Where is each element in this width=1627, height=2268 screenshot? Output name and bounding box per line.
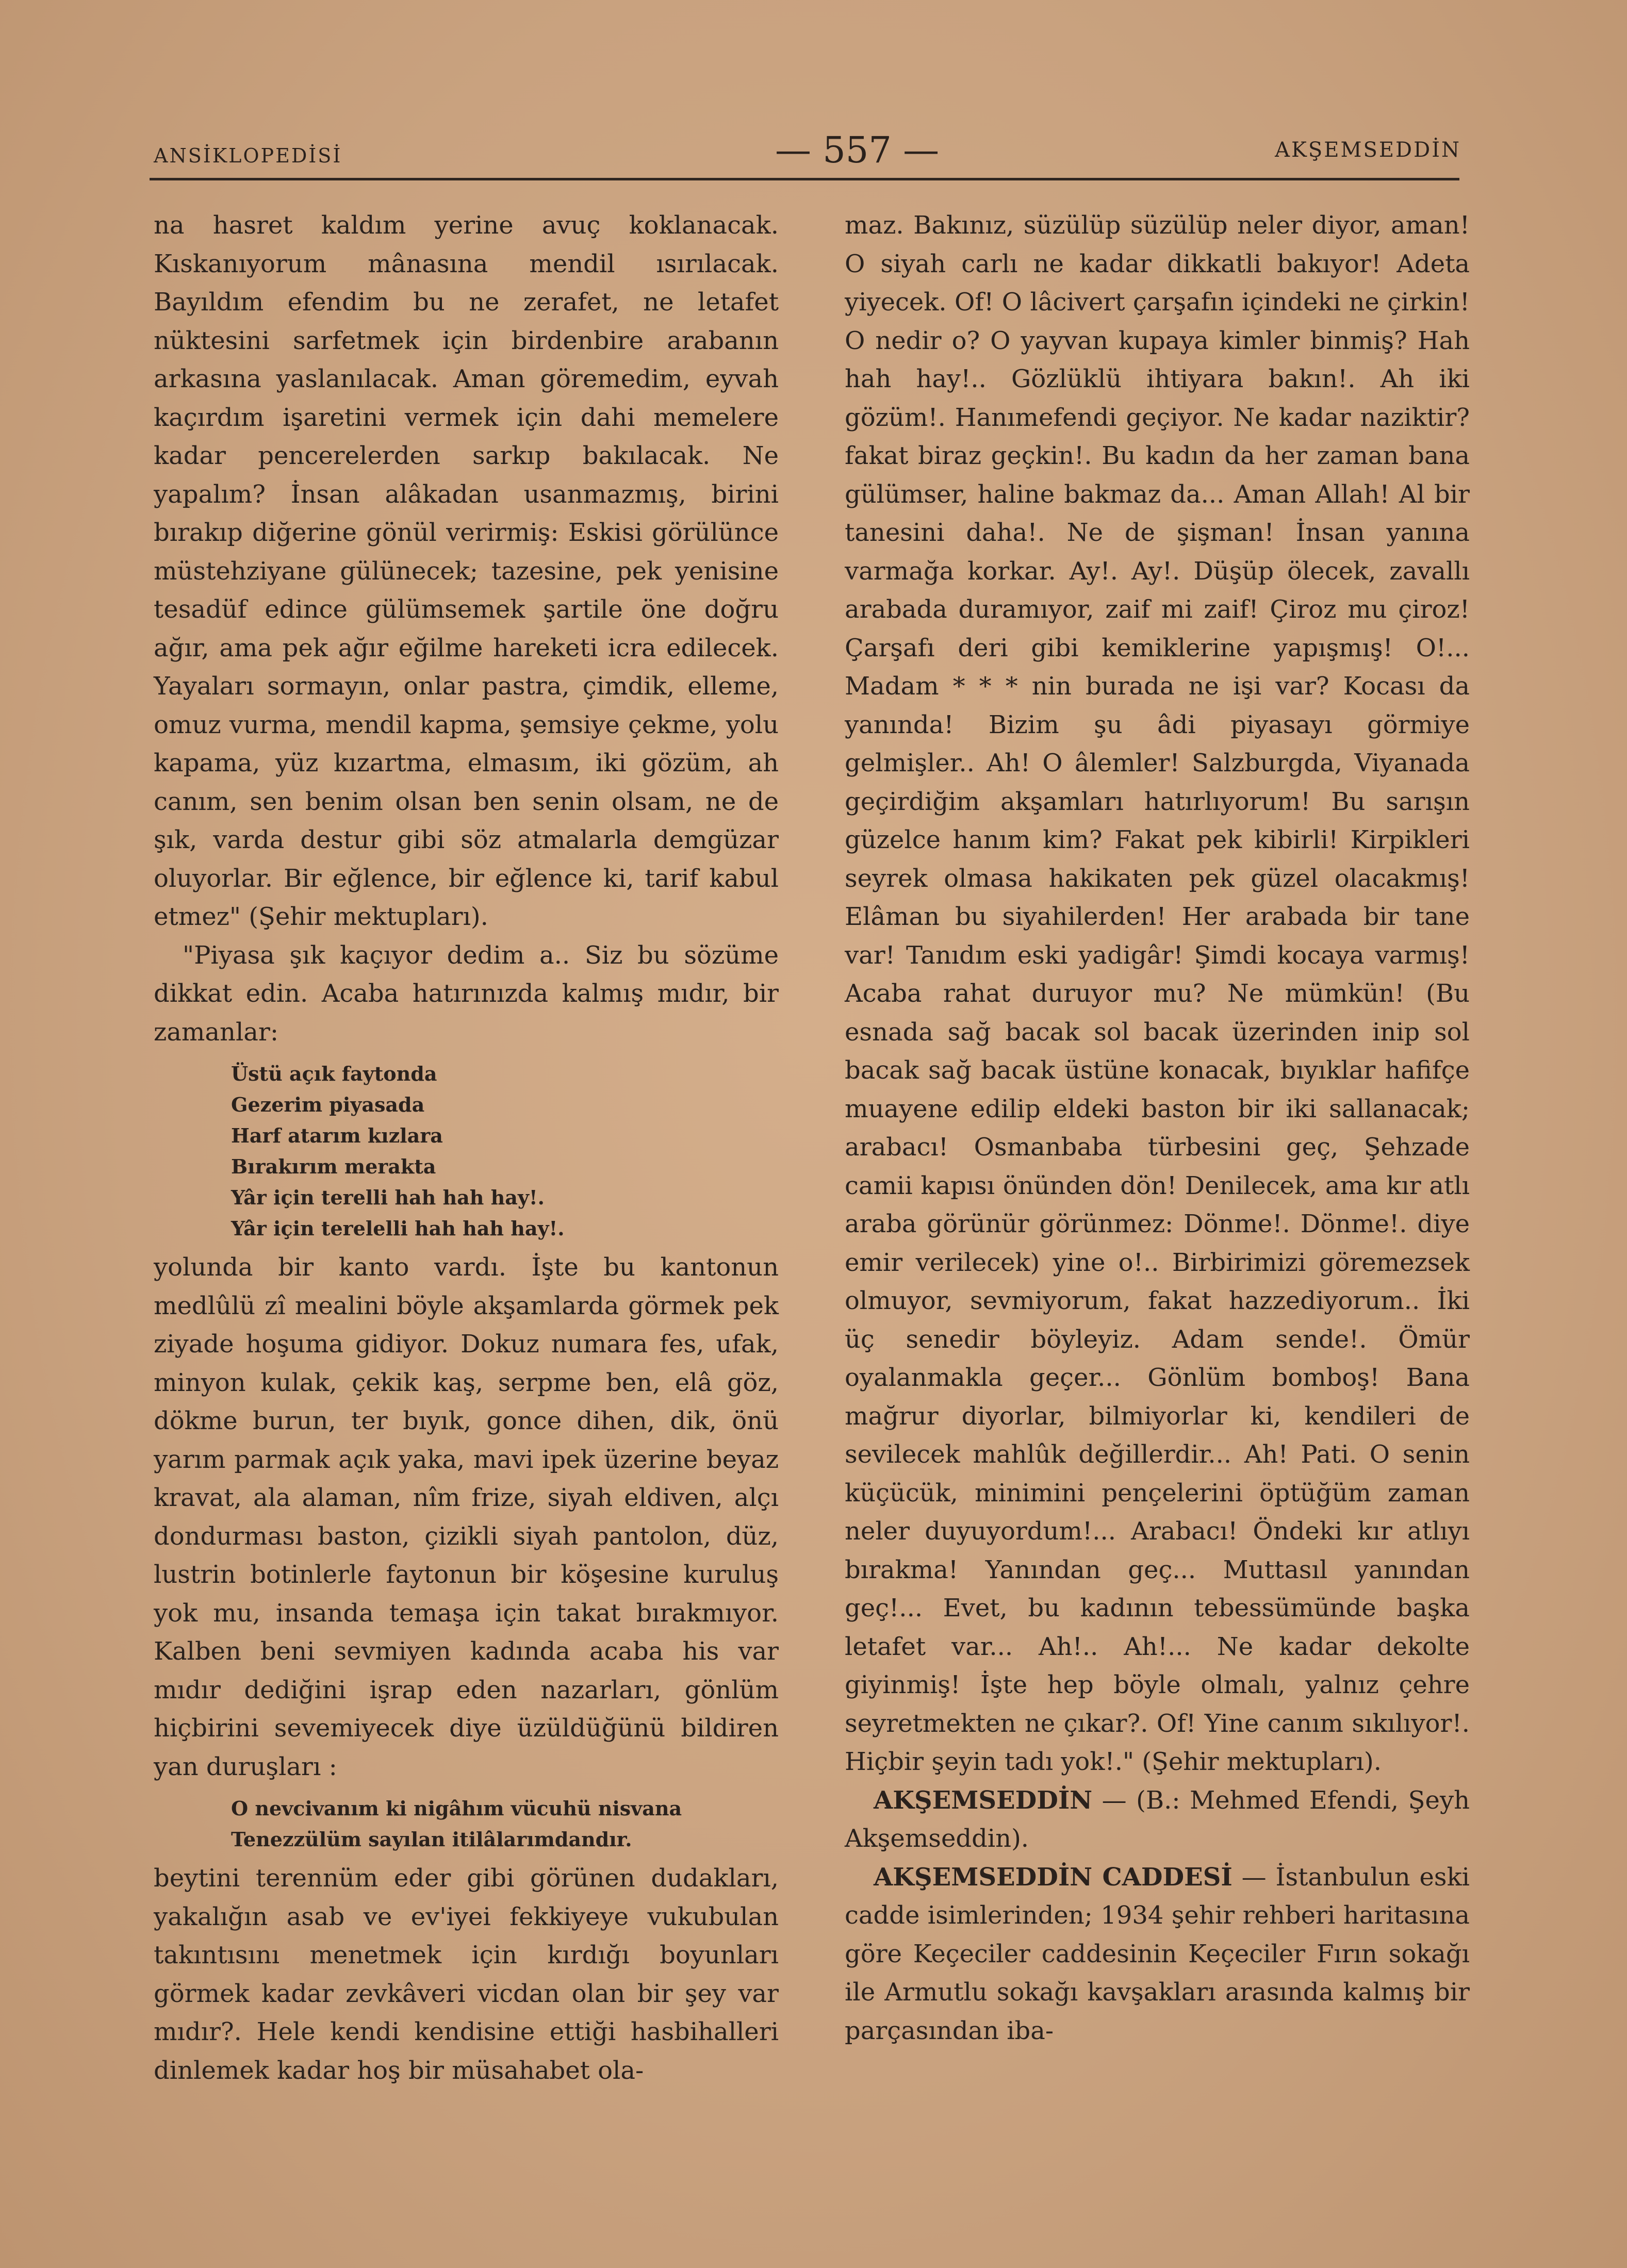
page-header [154,129,1461,175]
verse-line: O nevcivanım ki nigâhım vücuhü nisvana [231,1797,682,1820]
paragraph: "Piyasa şık kaçıyor dedim a.. Siz bu sözüme dikkat edin. Acaba hatırınızda kalmış mıdır, bir zamanlar: [154,940,779,1047]
right-column [845,206,1470,2050]
entry-text: — (B.: Mehmed Efendi, Şeyh Akşemseddin). [845,1785,1470,1853]
entry-akşemseddin [845,1781,1470,1858]
paragraph: na hasret kaldım yerine avuç koklanacak. Kıskanıyorum mânasına mendil ısırılacak. Bayıldım efendim bu ne zerafet, ne letafet nüktesini sarfetmek için birdenbire arabanın arkasına yaslanılacak. Aman göremedim, eyvah kaçırdım işaretini vermek için dahi memelere kadar pencerelerden sarkıp bakılacak. Ne yapalım? İnsan alâkadan usanmazmış, birini bırakıp diğerine gönül verirmiş: Eskisi görülünce müstehziyane gülünecek; tazesine, pek yenisine tesadüf edince gülümsemek şartile öne doğru ağır, ama pek ağır eğilme hareketi icra edilecek. Yayaları sormayın, onlar pastra, çimdik, elleme, omuz vurma, mendil kapma, şemsiye çekme, yolu kapama, yüz kızartma, elmasım, iki gözüm, ah canım, sen benim olsan ben senin olsam, ne de şık, varda destur gibi söz atmalarla demgüzar oluyorlar. Bir eğlence, bir eğlence ki, tarif kabul etmez" (Şehir mektupları). [154,211,779,931]
verse-line: Tenezzülüm sayılan itilâlarımdandır. [231,1828,632,1851]
header-entry-name: AKŞEMSEDDİN [1275,138,1461,162]
verse-line: Yâr için terelli hah hah hay!. [231,1186,545,1209]
entry-text: — İstanbulun eski cadde isimlerinden; 1934 şehir rehberi haritasına göre Keçeciler caddesinin Keçeciler Fırın sokağı ile Armutlu sokağı kavşakları arasında kalmış bir parçasından iba- [845,1862,1470,2045]
verse-line: Bırakırım merakta [231,1155,436,1178]
paragraph: beytini terennüm eder gibi görünen dudakları, yakalığın asab ve ev'iyei fekkiyeye vukubulan takıntısını menetmek için kırdığı boyunları görmek kadar zevkâveri vicdan olan bir şey var mıdır?. Hele kendi kendisine ettiği hasbihalleri dinlemek kadar hoş bir müsahabet ola- [154,1864,779,2085]
verse-line: Üstü açık faytonda [231,1062,437,1085]
page-number: — 557 — [775,129,940,171]
song-verse [231,1058,779,1244]
entry-akşemseddin-caddesi [845,1858,1470,2050]
header-rule [150,178,1459,180]
verse-line: Yâr için terelelli hah hah hay!. [231,1217,565,1240]
paragraph: yolunda bir kanto vardı. İşte bu kantonun medlûlü zî mealini böyle akşamlarda görmek pek ziyade hoşuma gidiyor. Dokuz numara fes, ufak, minyon kulak, çekik kaş, serpme ben, elâ göz, dökme burun, ter bıyık, gonce dihen, dik, önü yarım parmak açık yaka, mavi ipek üzerine beyaz kravat, ala alaman, nîm frize, siyah eldiven, alçı dondurması baston, çizikli siyah pantolon, düz, lustrin botinlerle faytonun bir köşesine kuruluş yok mu, insanda temaşa için takat bırakmıyor. Kalben beni sevmiyen kadında acaba his var mıdır dediğini işrap eden nazarları, gönlüm hiçbirini sevemiyecek diye üzüldüğünü bildiren yan duruşları : [154,1253,779,1781]
entry-heading: AKŞEMSEDDİN [874,1785,1093,1815]
header-encyclopedia-title: ANSİKLOPEDİSİ [154,144,342,167]
entry-heading: AKŞEMSEDDİN CADDESİ [874,1862,1232,1892]
left-column [154,206,779,2090]
couplet-verse [231,1793,779,1855]
paragraph: maz. Bakınız, süzülüp süzülüp neler diyor, aman! O siyah carlı ne kadar dikkatli bakıyor! Adeta yiyecek. Of! O lâcivert çarşafın içindeki ne çirkin! O nedir o? O yayvan kupaya kimler binmiş? Hah hah hay!.. Gözlüklü ihtiyara bakın!. Ah iki gözüm!. Hanımefendi geçiyor. Ne kadar naziktir? fakat biraz geçkin!. Bu kadın da her zaman bana gülümser, haline bakmaz da... Aman Allah! Al bir tanesini daha!. Ne de şişman! İnsan yanına varmağa korkar. Ay!. Ay!. Düşüp ölecek, zavallı arabada duramıyor, zaif mi zaif! Çiroz mu çiroz! Çarşafı deri gibi kemiklerine yapışmış! O!... Madam * * * nin burada ne işi var? Kocası da yanında! Bizim şu âdi piyasayı görmiye gelmişler.. Ah! O âlemler! Salzburgda, Viyanada geçirdiğim akşamları hatırlıyorum! Bu sarışın güzelce hanım kim? Fakat pek kibirli! Kirpikleri seyrek olmasa hakikaten pek güzel olacakmış! Elâman bu siyahilerden! Her arabada bir tane var! Tanıdım eski yadigâr! Şimdi kocaya varmış! Acaba rahat duruyor mu? Ne mümkün! (Bu esnada sağ bacak sol bacak üzerinden inip sol bacak sağ bacak üstüne konacak, bıyıklar hafifçe muayene edilip eldeki baston bir iki sallanacak; arabacı! Osmanbaba türbesini geç, Şehzade camii kapısı önünden dön! Denilecek, ama kır atlı araba görünür görünmez: Dönme!. Dönme!. diye emir verilecek) yine o!.. Birbirimizi göremezsek olmuyor, sevmiyorum, fakat hazzediyorum.. İki üç senedir böyleyiz. Adam sende!. Ömür oyalanmakla geçer... Gönlüm bomboş! Bana mağrur diyorlar, bilmiyorlar ki, kendileri de sevilecek mahlûk değillerdir... Ah! Pati. O senin küçücük, minimini pençelerini öptüğüm zaman neler duyuyordum!... Arabacı! Öndeki kır atlıyı bırakma! Yanından geç... Muttasıl yanından geç!... Evet, bu kadının tebessümünde başka letafet var... Ah!.. Ah!... Ne kadar dekolte giyinmiş! İşte hep böyle olmalı, yalnız çehre seyretmekten ne çıkar?. Of! Yine canım sıkılıyor!. Hiçbir şeyin tadı yok!." (Şehir mektupları). [845,211,1470,1776]
verse-line: Harf atarım kızlara [231,1124,443,1147]
verse-line: Gezerim piyasada [231,1093,425,1116]
